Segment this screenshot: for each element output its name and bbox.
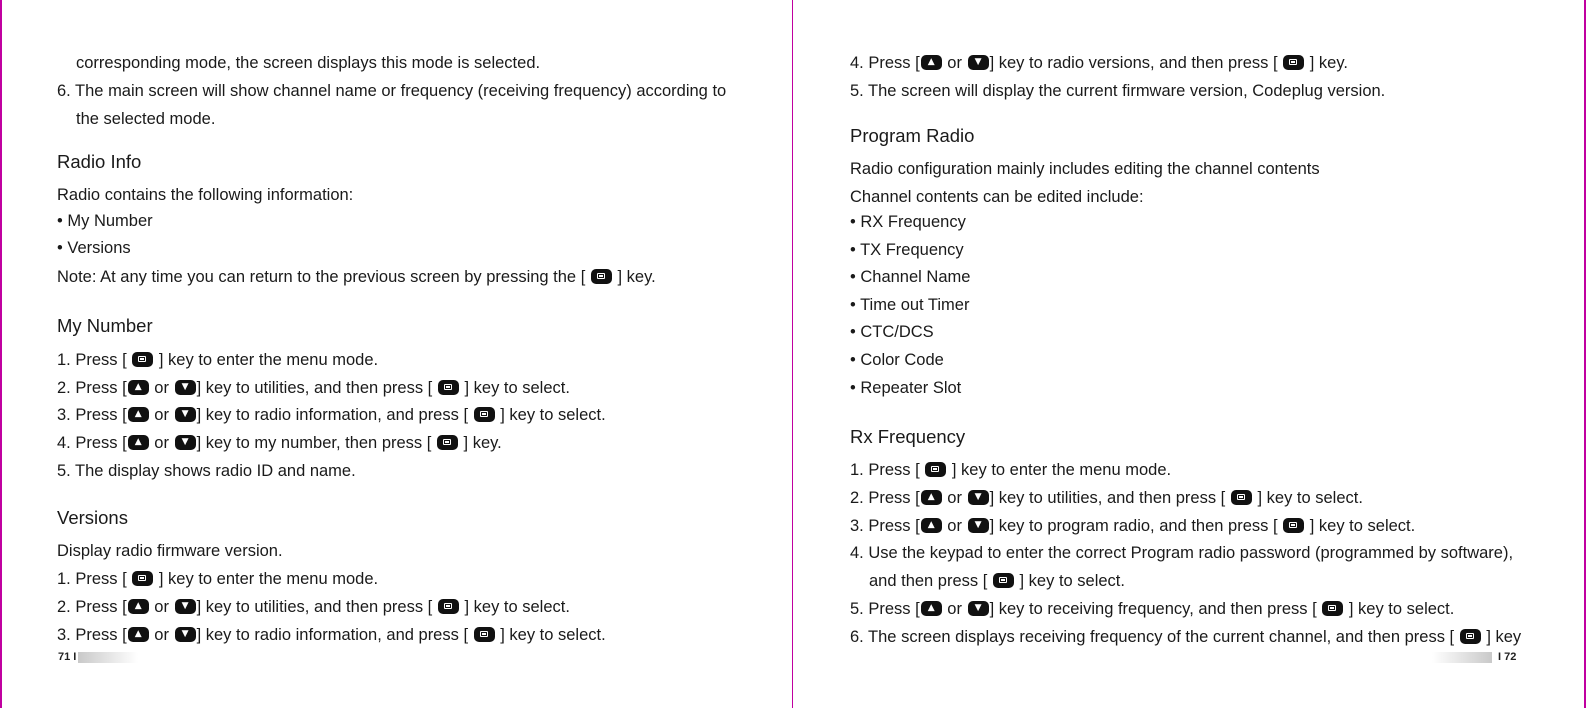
- down-key-icon: ▼: [175, 435, 196, 450]
- text-line: Display radio firmware version.: [57, 542, 283, 560]
- bullet-item: • RX Frequency: [850, 213, 966, 231]
- down-key-icon: ▼: [175, 380, 196, 395]
- up-key-icon: ▲: [128, 407, 149, 422]
- step-line: 5. The screen will display the current firmware version, Codeplug version.: [850, 82, 1386, 100]
- step-line: [57, 404, 606, 426]
- menu-key-icon: [438, 380, 459, 395]
- text-segment: 2. Press [: [57, 598, 127, 616]
- text-line: 6. The main screen will show channel name or frequency (receiving frequency) according to: [57, 82, 727, 100]
- text-segment: ] key to select.: [1257, 489, 1363, 507]
- text-segment: ] key.: [1309, 54, 1348, 72]
- step-line: [869, 570, 1125, 592]
- text-segment: 5. Press [: [850, 600, 920, 618]
- step-line: [850, 52, 1348, 74]
- menu-key-icon: [474, 627, 495, 642]
- menu-key-icon: [438, 599, 459, 614]
- bullet-item: • TX Frequency: [850, 241, 964, 259]
- up-key-icon: ▲: [128, 627, 149, 642]
- section-heading-my-number: My Number: [57, 315, 153, 336]
- menu-key-icon: [1231, 490, 1252, 505]
- page-divider: [792, 0, 793, 708]
- bullet-item: • Channel Name: [850, 268, 971, 286]
- text-segment: or: [947, 600, 962, 618]
- text-segment: or: [947, 54, 962, 72]
- text-segment: ] key to utilities, and then press [: [196, 598, 433, 616]
- menu-key-icon: [1322, 601, 1343, 616]
- text-segment: ] key: [1486, 628, 1522, 646]
- menu-key-icon: [132, 352, 153, 367]
- text-segment: 2. Press [: [57, 379, 127, 397]
- step-line: 5. The display shows radio ID and name.: [57, 462, 356, 480]
- text-segment: Note: At any time you can return to the previous screen by pressing the [: [57, 268, 586, 286]
- text-segment: ] key to utilities, and then press [: [989, 489, 1226, 507]
- down-key-icon: ▼: [175, 627, 196, 642]
- page-number-left: 71 I: [58, 651, 77, 663]
- text-segment: ] key to select.: [464, 379, 570, 397]
- step-line: [850, 487, 1363, 509]
- up-key-icon: ▲: [921, 55, 942, 70]
- note-line: [57, 266, 656, 288]
- down-key-icon: ▼: [175, 599, 196, 614]
- text-segment: 1. Press [: [850, 461, 920, 479]
- up-key-icon: ▲: [921, 490, 942, 505]
- bullet-item: • Repeater Slot: [850, 379, 962, 397]
- text-segment: 1. Press [: [57, 351, 127, 369]
- text-segment: ] key to program radio, and then press [: [989, 517, 1278, 535]
- text-segment: ] key to radio versions, and then press [: [989, 54, 1278, 72]
- step-line: [57, 568, 378, 590]
- up-key-icon: ▲: [128, 435, 149, 450]
- text-line: Channel contents can be edited include:: [850, 188, 1144, 206]
- text-segment: ] key to enter the menu mode.: [158, 570, 379, 588]
- text-segment: ] key to select.: [500, 406, 606, 424]
- down-key-icon: ▼: [968, 490, 989, 505]
- footer-bar-right: [1432, 652, 1492, 663]
- up-key-icon: ▲: [921, 518, 942, 533]
- bullet-item: • Color Code: [850, 351, 944, 369]
- text-line: corresponding mode, the screen displays this mode is selected.: [76, 54, 541, 72]
- text-segment: or: [154, 379, 169, 397]
- step-line: [850, 515, 1415, 537]
- text-segment: ] key to select.: [1019, 572, 1125, 590]
- step-line: [57, 432, 502, 454]
- menu-key-icon: [993, 573, 1014, 588]
- page-edge-left: [0, 0, 2, 708]
- text-segment: ] key to enter the menu mode.: [951, 461, 1172, 479]
- step-line: [57, 377, 570, 399]
- text-segment: or: [154, 434, 169, 452]
- text-segment: ] key to enter the menu mode.: [158, 351, 379, 369]
- text-segment: ] key to radio information, and press [: [196, 626, 469, 644]
- text-segment: 1. Press [: [57, 570, 127, 588]
- text-segment: and then press [: [869, 572, 988, 590]
- text-segment: ] key to select.: [1309, 517, 1416, 535]
- text-segment: 3. Press [: [57, 626, 127, 644]
- text-segment: ] key.: [617, 268, 656, 286]
- down-key-icon: ▼: [968, 518, 989, 533]
- bullet-item: • CTC/DCS: [850, 323, 934, 341]
- text-segment: ] key to utilities, and then press [: [196, 379, 433, 397]
- section-heading-versions: Versions: [57, 507, 128, 528]
- text-segment: ] key to my number, then press [: [196, 434, 432, 452]
- up-key-icon: ▲: [128, 380, 149, 395]
- text-segment: 4. Press [: [57, 434, 127, 452]
- bullet-item: • Time out Timer: [850, 296, 970, 314]
- down-key-icon: ▼: [968, 601, 989, 616]
- text-segment: or: [154, 598, 169, 616]
- text-line: the selected mode.: [76, 110, 216, 128]
- section-heading-program-radio: Program Radio: [850, 125, 975, 146]
- step-line: [57, 596, 570, 618]
- text-line: Radio contains the following information:: [57, 186, 354, 204]
- menu-key-icon: [474, 407, 495, 422]
- text-segment: ] key to select.: [1348, 600, 1455, 618]
- text-segment: ] key to select.: [464, 598, 570, 616]
- text-segment: 3. Press [: [57, 406, 127, 424]
- text-segment: ] key.: [463, 434, 502, 452]
- text-segment: or: [947, 489, 962, 507]
- text-segment: 3. Press [: [850, 517, 920, 535]
- text-segment: ] key to receiving frequency, and then press [: [989, 600, 1317, 618]
- menu-key-icon: [925, 462, 946, 477]
- menu-key-icon: [437, 435, 458, 450]
- step-line: [57, 624, 606, 646]
- text-segment: 2. Press [: [850, 489, 920, 507]
- text-segment: or: [154, 406, 169, 424]
- page-number-right: I 72: [1498, 651, 1517, 663]
- text-line: Radio configuration mainly includes editing the channel contents: [850, 160, 1320, 178]
- down-key-icon: ▼: [175, 407, 196, 422]
- back-key-icon: [591, 269, 612, 284]
- text-segment: ] key to select.: [500, 626, 606, 644]
- text-segment: 4. Press [: [850, 54, 920, 72]
- section-heading-rx-frequency: Rx Frequency: [850, 426, 966, 447]
- step-line: 4. Use the keypad to enter the correct Program radio password (programmed by software),: [850, 544, 1514, 562]
- menu-key-icon: [1283, 518, 1304, 533]
- menu-key-icon: [1460, 629, 1481, 644]
- step-line: [850, 598, 1454, 620]
- text-segment: or: [947, 517, 962, 535]
- step-line: [850, 626, 1521, 648]
- section-heading-radio-info: Radio Info: [57, 151, 142, 172]
- down-key-icon: ▼: [968, 55, 989, 70]
- footer-bar-left: [78, 652, 138, 663]
- text-segment: or: [154, 626, 169, 644]
- step-line: [850, 459, 1171, 481]
- text-segment: ] key to radio information, and press [: [196, 406, 469, 424]
- menu-key-icon: [1283, 55, 1304, 70]
- bullet-item: • My Number: [57, 212, 153, 230]
- menu-key-icon: [132, 571, 153, 586]
- step-line: [57, 349, 378, 371]
- up-key-icon: ▲: [921, 601, 942, 616]
- text-segment: 6. The screen displays receiving frequency of the current channel, and then press [: [850, 628, 1455, 646]
- up-key-icon: ▲: [128, 599, 149, 614]
- bullet-item: • Versions: [57, 239, 131, 257]
